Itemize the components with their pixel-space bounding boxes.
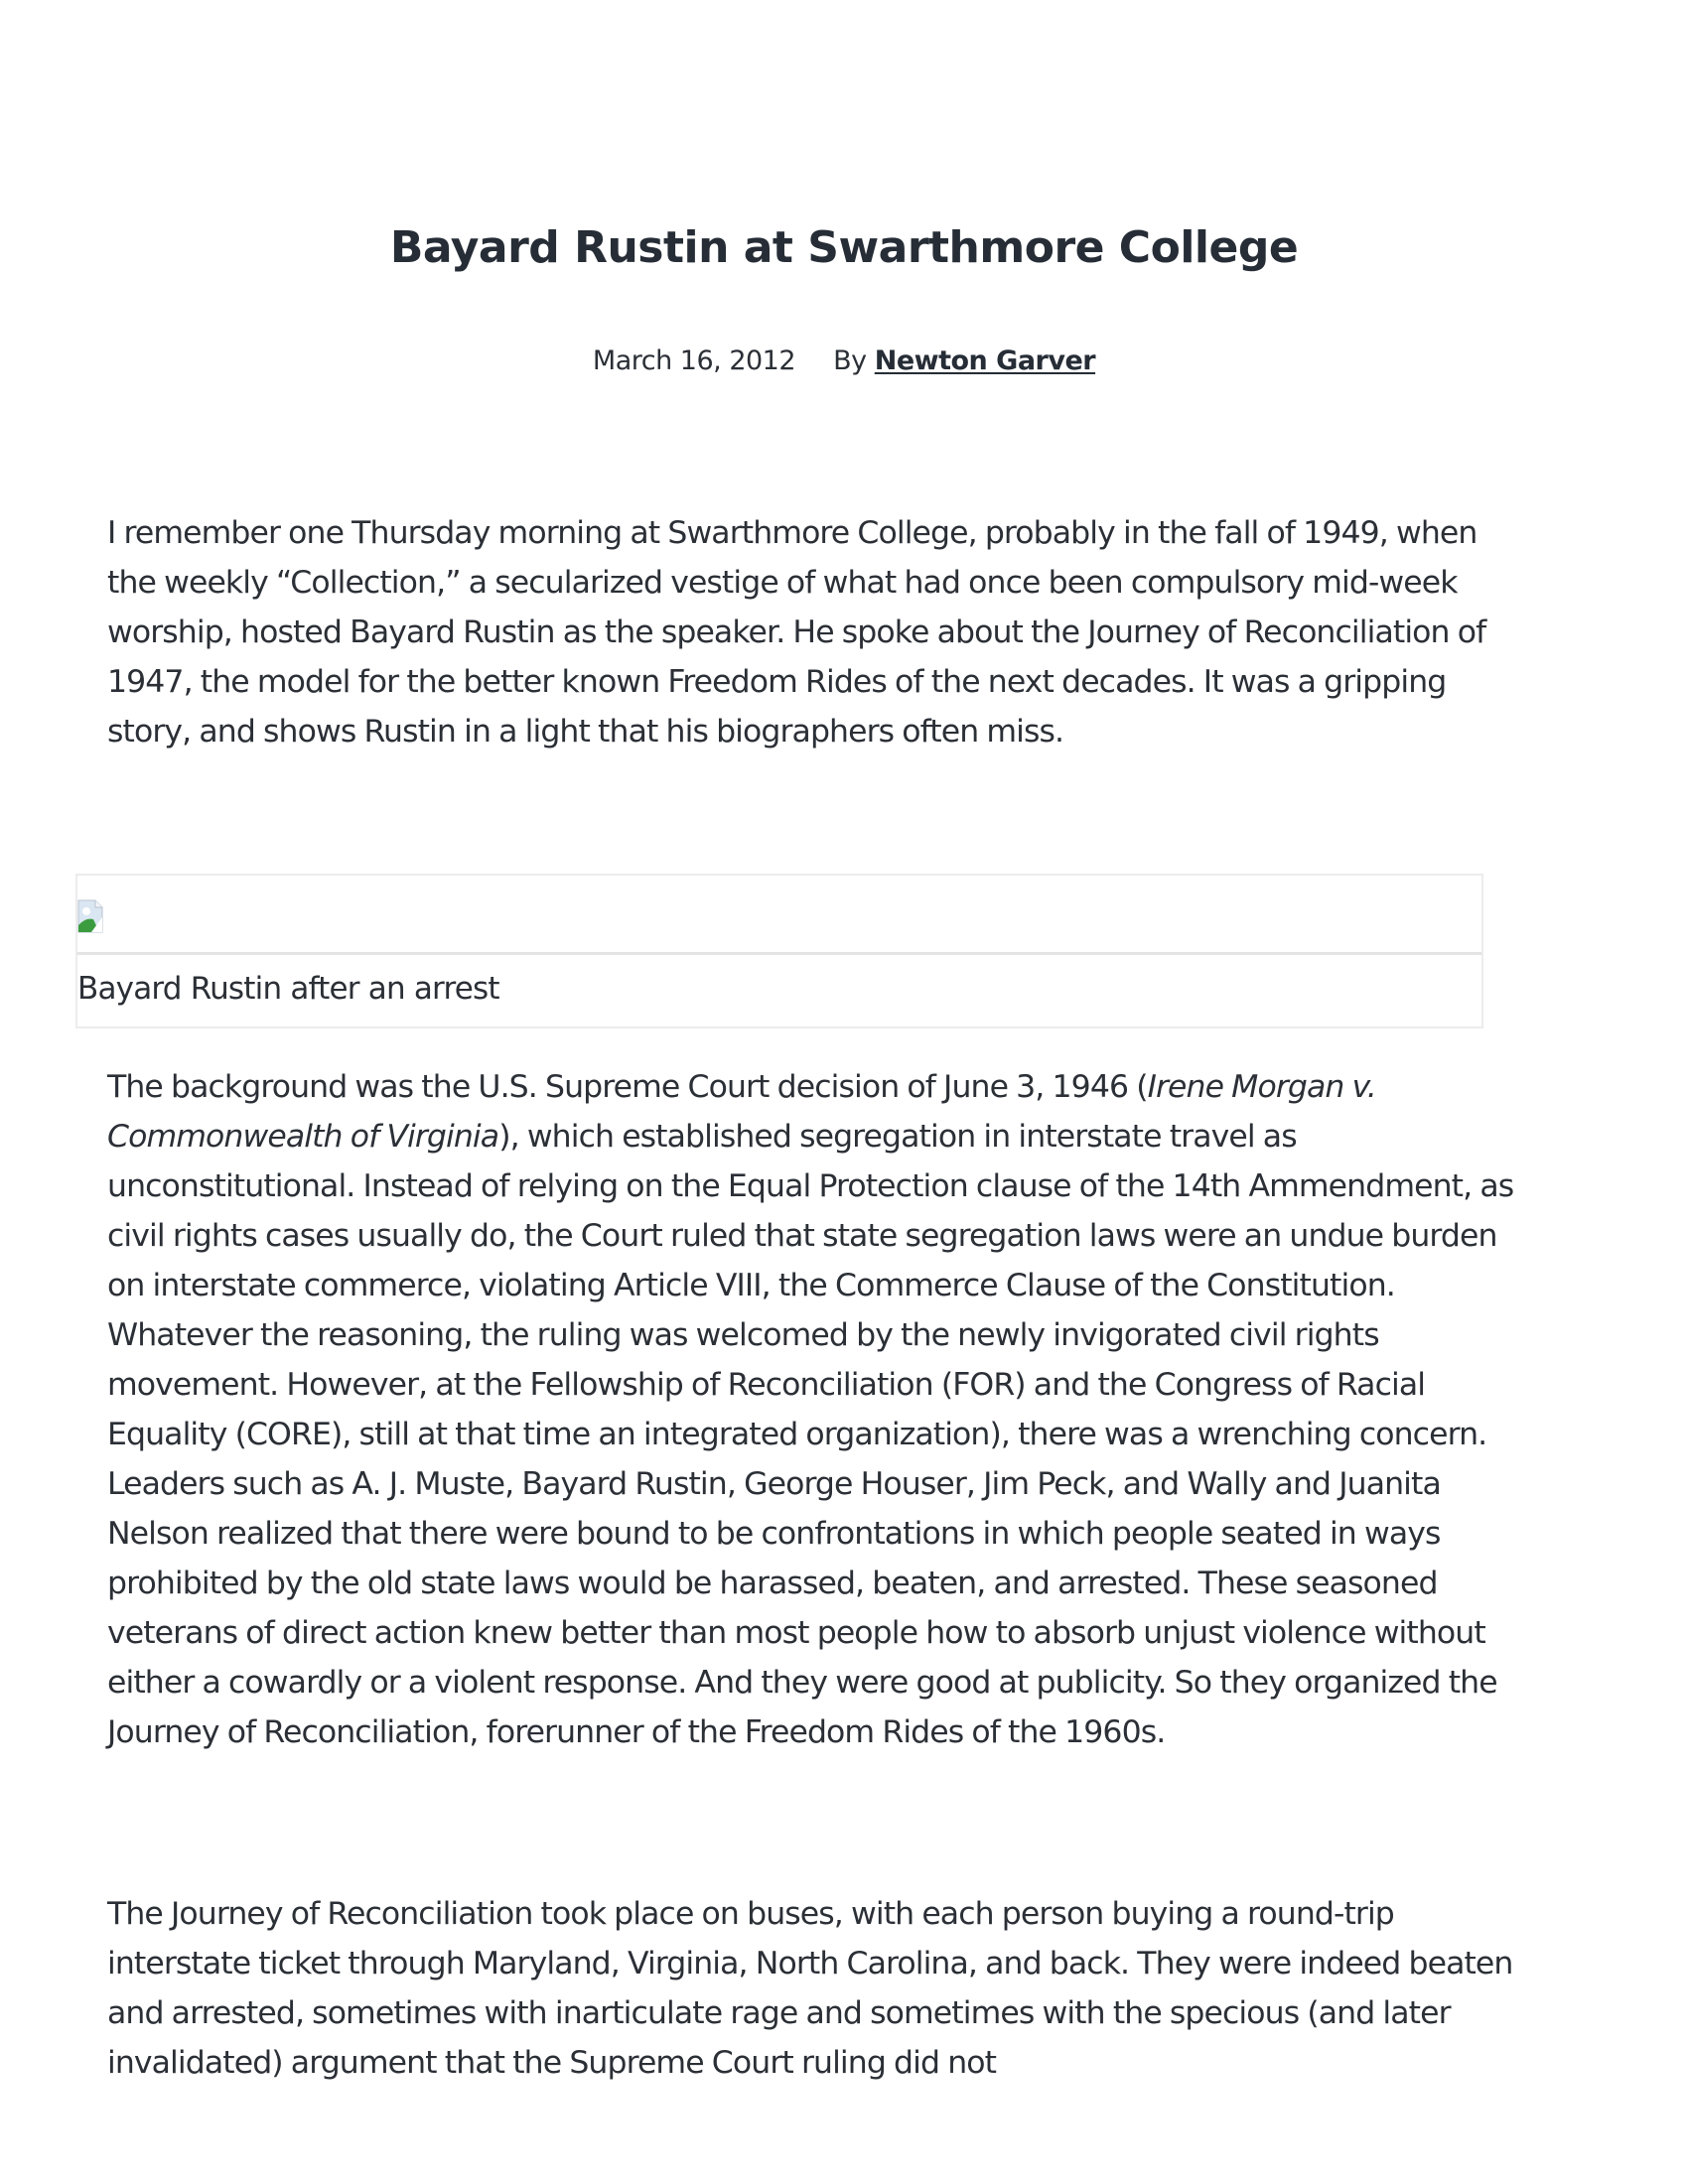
figure (75, 874, 1483, 1028)
broken-image-icon (77, 899, 103, 933)
case-name: Irene Morgan v. Commonwealth of Virginia (107, 1069, 1376, 1155)
paragraph-background (107, 1062, 1517, 1757)
paragraph-intro: I remember one Thursday morning at Swarthmore College, probably in the fall of 1949, when the weekly “Collection,” a secularized vestige of what had once been compulsory mid-week worship, hosted Bayard Rustin as the speaker. He spoke about the Journey of Reconciliation of 1947, the model for the better known Freedom Rides of the next decades. It was a gripping story, and shows Rustin in a light that his biographers often miss. (107, 515, 1486, 750)
paragraph-journey: The Journey of Reconciliation took place on buses, with each person buying a round-trip interstate ticket through Maryland, Virginia, North Carolina, and back. They were indeed beaten and arrested, sometimes with inarticulate rage and sometimes with the specious (and later invalidated) argument that the Supreme Court ruling did not (107, 1896, 1513, 2081)
byline (0, 345, 1688, 376)
article-title: Bayard Rustin at Swarthmore College (389, 222, 1299, 273)
p2-text-a: The background was the U.S. Supreme Court decision of June 3, 1946 ( (107, 1069, 1148, 1105)
publish-date: March 16, 2012 (592, 345, 796, 376)
author-link[interactable]: Newton Garver (874, 345, 1096, 376)
figure-image-area (77, 876, 1481, 955)
p2-text-b: ), which established segregation in interstate travel as unconstitutional. Instead of relying on the Equal Protection clause of the 14th Ammendment, as civil rights cases usually do, the Court ruled that state segregation laws were an undue burden on interstate commerce, violating Article VIII, the Commerce Clause of the Constitution. Whatever the reasoning, the ruling was welcomed by the newly invigorated civil rights movement. However, at the Fellowship of Reconciliation (FOR) and the Congress of Racial Equality (CORE), still at that time an integrated organization), there was a wrenching concern. Leaders such as A. J. Muste, Bayard Rustin, George Houser, Jim Peck, and Wally and Juanita Nelson realized that there were bound to be confrontations in which people seated in ways prohibited by the old state laws would be harassed, beaten, and arrested. These seasoned veterans of direct action knew better than most people how to absorb unjust violence without either a cowardly or a violent response. And they were good at publicity. So they organized the Journey of Reconciliation, forerunner of the Freedom Rides of the 1960s. (107, 1119, 1514, 1750)
by-label: By (833, 345, 867, 376)
figure-caption: Bayard Rustin after an arrest (77, 971, 499, 1007)
